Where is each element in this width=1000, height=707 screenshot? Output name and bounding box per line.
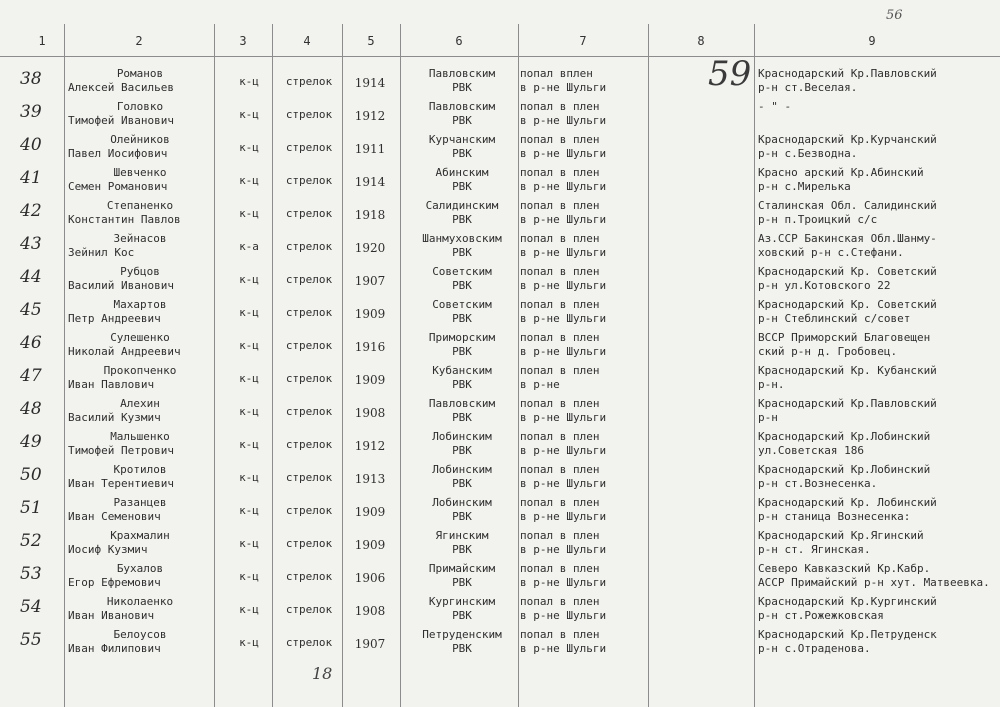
draft-office: Павловским [428, 67, 496, 80]
specialty: стрелок [285, 504, 333, 517]
draft-office: Курчанским [428, 133, 496, 146]
address-line1: Краснодарский Кр. Кубанский [758, 364, 937, 377]
table-row [0, 528, 1000, 561]
capture-status: попал в плен [520, 265, 600, 278]
table-row [0, 231, 1000, 264]
table-row [0, 132, 1000, 165]
specialty: стрелок [285, 570, 333, 583]
column-header: 5 [367, 34, 375, 48]
header-rule [0, 56, 1000, 57]
specialty: стрелок [285, 636, 333, 649]
column-header: 6 [455, 34, 463, 48]
draft-office: Ягинским [435, 529, 489, 542]
given-names: Николай Андреевич [68, 345, 181, 358]
given-names: Иван Семенович [68, 510, 161, 523]
capture-place: в р-не Шульги [520, 543, 607, 556]
address-line2: ул.Советская 186 [758, 444, 864, 457]
address-line1: Краснодарский Кр. Лобинский [758, 496, 937, 509]
given-names: Иван Терентиевич [68, 477, 174, 490]
draft-office: Абинским [435, 166, 489, 179]
surname: Алехин [120, 397, 160, 410]
table-row [0, 396, 1000, 429]
given-names: Павел Иосифович [68, 147, 168, 160]
surname: Степаненко [106, 199, 174, 212]
birth-year: 1916 [354, 340, 386, 354]
capture-place: в р-не Шульги [520, 411, 607, 424]
table-row [0, 627, 1000, 660]
address-line2: р-н станица Вознесенка: [758, 510, 911, 523]
draft-office: Шанмуховским [422, 232, 502, 245]
capture-status: попал в плен [520, 232, 600, 245]
surname: Головко [116, 100, 164, 113]
draft-office-type: РВК [452, 180, 472, 193]
column-header: 7 [579, 34, 587, 48]
capture-place: в р-не Шульги [520, 345, 607, 358]
rank: к-ц [239, 537, 259, 550]
address-line2: р-н с.Мирелька [758, 180, 851, 193]
draft-office-type: РВК [452, 279, 472, 292]
given-names: Алексей Васильев [68, 81, 174, 94]
address-line1: Краснодарский Кр.Лобинский [758, 463, 931, 476]
surname: Кротилов [113, 463, 167, 476]
draft-office: Павловским [428, 100, 496, 113]
given-names: Василий Кузмич [68, 411, 161, 424]
capture-status: попал в плен [520, 199, 600, 212]
specialty: стрелок [285, 108, 333, 121]
surname: Разанцев [113, 496, 167, 509]
draft-office-type: РВК [452, 213, 472, 226]
specialty: стрелок [285, 405, 333, 418]
address-line1: ВССР Приморский Благовещен [758, 331, 931, 344]
surname: Сулешенко [110, 331, 170, 344]
row-number: 54 [20, 597, 42, 617]
surname: Николаенко [106, 595, 174, 608]
draft-office: Приморским [428, 331, 496, 344]
surname: Крахмалин [110, 529, 170, 542]
capture-status: попал в плен [520, 298, 600, 311]
address-line2: р-н ул.Котовского 22 [758, 279, 891, 292]
draft-office-type: РВК [452, 378, 472, 391]
rank: к-ц [239, 108, 259, 121]
rank: к-а [239, 240, 259, 253]
specialty: стрелок [285, 273, 333, 286]
draft-office: Кубанским [432, 364, 492, 377]
draft-office: Примайским [428, 562, 496, 575]
draft-office-type: РВК [452, 543, 472, 556]
address-line2: р-н с.Безводна. [758, 147, 858, 160]
address-line2: р-н п.Троицкий с/с [758, 213, 878, 226]
rank: к-ц [239, 207, 259, 220]
capture-place: в р-не Шульги [520, 114, 607, 127]
capture-place: в р-не Шульги [520, 279, 607, 292]
address-line1: Краснодарский Кр.Кургинский [758, 595, 937, 608]
rank: к-ц [239, 75, 259, 88]
table-row [0, 198, 1000, 231]
capture-status: попал в плен [520, 529, 600, 542]
specialty: стрелок [285, 438, 333, 451]
birth-year: 1918 [354, 208, 386, 222]
capture-status: попал в плен [520, 133, 600, 146]
row-number: 38 [20, 69, 42, 89]
capture-place: в р-не Шульги [520, 312, 607, 325]
capture-place: в р-не Шульги [520, 81, 607, 94]
given-names: Тимофей Иванович [68, 114, 174, 127]
surname: Рубцов [120, 265, 160, 278]
rank: к-ц [239, 174, 259, 187]
capture-place: в р-не Шульги [520, 180, 607, 193]
capture-status: попал в плен [520, 496, 600, 509]
capture-place: в р-не Шульги [520, 147, 607, 160]
birth-year: 1911 [354, 142, 386, 156]
specialty: стрелок [285, 75, 333, 88]
table-row [0, 429, 1000, 462]
draft-office-type: РВК [452, 576, 472, 589]
table-row [0, 99, 1000, 132]
draft-office: Павловским [428, 397, 496, 410]
column-header: 3 [239, 34, 247, 48]
capture-place: в р-не [520, 378, 560, 391]
table-row [0, 330, 1000, 363]
rank: к-ц [239, 141, 259, 154]
row-number: 44 [20, 267, 42, 287]
address-line1: Краснодарский Кр.Павловский [758, 397, 937, 410]
row-number: 53 [20, 564, 42, 584]
capture-status: попал в плен [520, 628, 600, 641]
address-line2: ховский р-н с.Стефани. [758, 246, 904, 259]
specialty: стрелок [285, 603, 333, 616]
column-header: 9 [868, 34, 876, 48]
specialty: стрелок [285, 339, 333, 352]
capture-status: попал в плен [520, 331, 600, 344]
birth-year: 1920 [354, 241, 386, 255]
address-line2: АССР Примайский р-н хут. Матвеевка. [758, 576, 990, 589]
table-row [0, 297, 1000, 330]
address-line1: Сталинская Обл. Салидинский [758, 199, 937, 212]
capture-place: в р-не Шульги [520, 444, 607, 457]
specialty: стрелок [285, 471, 333, 484]
table-row [0, 363, 1000, 396]
draft-office: Салидинским [425, 199, 499, 212]
birth-year: 1908 [354, 604, 386, 618]
draft-office-type: РВК [452, 444, 472, 457]
capture-status: попал в плен [520, 463, 600, 476]
capture-status: попал в плен [520, 166, 600, 179]
column-header: 4 [303, 34, 311, 48]
capture-status: попал в плен [520, 397, 600, 410]
given-names: Егор Ефремович [68, 576, 161, 589]
capture-status: попал в плен [520, 430, 600, 443]
row-number: 52 [20, 531, 42, 551]
draft-office-type: РВК [452, 609, 472, 622]
row-number: 41 [20, 168, 42, 188]
capture-place: в р-не Шульги [520, 642, 607, 655]
draft-office: Лобинским [432, 430, 492, 443]
draft-office: Советским [432, 298, 492, 311]
surname: Зейнасов [113, 232, 167, 245]
birth-year: 1914 [354, 175, 386, 189]
capture-place: в р-не Шульги [520, 213, 607, 226]
birth-year: 1909 [354, 538, 386, 552]
surname: Бухалов [116, 562, 164, 575]
birth-year: 1906 [354, 571, 386, 585]
table-row [0, 66, 1000, 99]
address-line1: Краснодарский Кр.Курчанский [758, 133, 937, 146]
specialty: стрелок [285, 372, 333, 385]
capture-place: в р-не Шульги [520, 510, 607, 523]
given-names: Иван Иванович [68, 609, 155, 622]
row-number: 48 [20, 399, 42, 419]
row-number: 55 [20, 630, 42, 650]
address-line2: ский р-н д. Гробовец. [758, 345, 898, 358]
specialty: стрелок [285, 174, 333, 187]
address-line1: Красно арский Кр.Абинский [758, 166, 924, 179]
table-row [0, 561, 1000, 594]
capture-place: в р-не Шульги [520, 246, 607, 259]
specialty: стрелок [285, 207, 333, 220]
address-line2: р-н [758, 411, 778, 424]
footer-mark: 18 [312, 664, 333, 683]
row-number: 50 [20, 465, 42, 485]
row-number: 45 [20, 300, 42, 320]
address-line2: р-н ст.Вознесенка. [758, 477, 878, 490]
capture-place: в р-не Шульги [520, 576, 607, 589]
birth-year: 1913 [354, 472, 386, 486]
birth-year: 1912 [354, 439, 386, 453]
stamp-number: 59 [708, 54, 752, 94]
table-row [0, 165, 1000, 198]
row-number: 51 [20, 498, 42, 518]
address-line1: Краснодарский Кр. Советский [758, 265, 937, 278]
address-line1: Краснодарский Кр. Советский [758, 298, 937, 311]
birth-year: 1908 [354, 406, 386, 420]
address-line2: р-н ст.Веселая. [758, 81, 858, 94]
page-number: 56 [886, 8, 903, 23]
capture-status: попал в плен [520, 562, 600, 575]
draft-office-type: РВК [452, 114, 472, 127]
address-line1: Краснодарский Кр.Лобинский [758, 430, 931, 443]
rank: к-ц [239, 405, 259, 418]
capture-place: в р-не Шульги [520, 477, 607, 490]
address-line1: Краснодарский Кр.Ягинский [758, 529, 924, 542]
address-line1: Краснодарский Кр.Петруденск [758, 628, 937, 641]
address-line2: р-н. [758, 378, 785, 391]
address-line1: Аз.ССР Бакинская Обл.Шанму- [758, 232, 937, 245]
birth-year: 1914 [354, 76, 386, 90]
address-line2: р-н ст.Рожежковская [758, 609, 884, 622]
given-names: Зейнил Кос [68, 246, 135, 259]
address-line2: р-н Стеблинский с/совет [758, 312, 911, 325]
surname: Прокопченко [103, 364, 177, 377]
rank: к-ц [239, 603, 259, 616]
draft-office: Кургинским [428, 595, 496, 608]
surname: Шевченко [113, 166, 167, 179]
row-number: 40 [20, 135, 42, 155]
address-line2: р-н с.Отраденова. [758, 642, 871, 655]
surname: Белоусов [113, 628, 167, 641]
draft-office-type: РВК [452, 312, 472, 325]
given-names: Тимофей Петрович [68, 444, 174, 457]
table-row [0, 462, 1000, 495]
column-header: 8 [697, 34, 705, 48]
given-names: Иван Павлович [68, 378, 155, 391]
surname: Романов [116, 67, 164, 80]
rank: к-ц [239, 339, 259, 352]
capture-place: в р-не Шульги [520, 609, 607, 622]
birth-year: 1909 [354, 505, 386, 519]
rank: к-ц [239, 438, 259, 451]
rank: к-ц [239, 306, 259, 319]
birth-year: 1909 [354, 373, 386, 387]
draft-office-type: РВК [452, 345, 472, 358]
row-number: 47 [20, 366, 42, 386]
specialty: стрелок [285, 141, 333, 154]
given-names: Петр Андреевич [68, 312, 161, 325]
specialty: стрелок [285, 240, 333, 253]
rank: к-ц [239, 570, 259, 583]
surname: Олейников [110, 133, 170, 146]
birth-year: 1907 [354, 274, 386, 288]
table-row [0, 264, 1000, 297]
birth-year: 1907 [354, 637, 386, 651]
surname: Махартов [113, 298, 167, 311]
rank: к-ц [239, 636, 259, 649]
draft-office-type: РВК [452, 642, 472, 655]
given-names: Иосиф Кузмич [68, 543, 148, 556]
address-line2: р-н ст. Ягинская. [758, 543, 871, 556]
column-header: 1 [38, 34, 46, 48]
draft-office-type: РВК [452, 246, 472, 259]
draft-office: Петруденским [422, 628, 502, 641]
table-row [0, 495, 1000, 528]
row-number: 49 [20, 432, 42, 452]
draft-office-type: РВК [452, 81, 472, 94]
capture-status: попал в плен [520, 100, 600, 113]
rank: к-ц [239, 372, 259, 385]
draft-office-type: РВК [452, 147, 472, 160]
table-row [0, 594, 1000, 627]
rank: к-ц [239, 504, 259, 517]
birth-year: 1909 [354, 307, 386, 321]
row-number: 39 [20, 102, 42, 122]
address-line1: Северо Кавказский Кр.Кабр. [758, 562, 931, 575]
draft-office: Лобинским [432, 496, 492, 509]
draft-office-type: РВК [452, 510, 472, 523]
capture-status: попал в плен [520, 364, 600, 377]
draft-office-type: РВК [452, 477, 472, 490]
specialty: стрелок [285, 537, 333, 550]
given-names: Иван Филипович [68, 642, 161, 655]
row-number: 46 [20, 333, 42, 353]
given-names: Константин Павлов [68, 213, 181, 226]
specialty: стрелок [285, 306, 333, 319]
draft-office-type: РВК [452, 411, 472, 424]
address-line1: Краснодарский Кр.Павловский [758, 67, 937, 80]
rank: к-ц [239, 273, 259, 286]
given-names: Семен Романович [68, 180, 168, 193]
column-header: 2 [135, 34, 143, 48]
row-number: 42 [20, 201, 42, 221]
draft-office: Советским [432, 265, 492, 278]
rank: к-ц [239, 471, 259, 484]
draft-office: Лобинским [432, 463, 492, 476]
birth-year: 1912 [354, 109, 386, 123]
address-line1: - " - [758, 100, 792, 113]
capture-status: попал в плен [520, 595, 600, 608]
surname: Мальшенко [110, 430, 170, 443]
capture-status: попал вплен [520, 67, 593, 80]
given-names: Василий Иванович [68, 279, 174, 292]
row-number: 43 [20, 234, 42, 254]
